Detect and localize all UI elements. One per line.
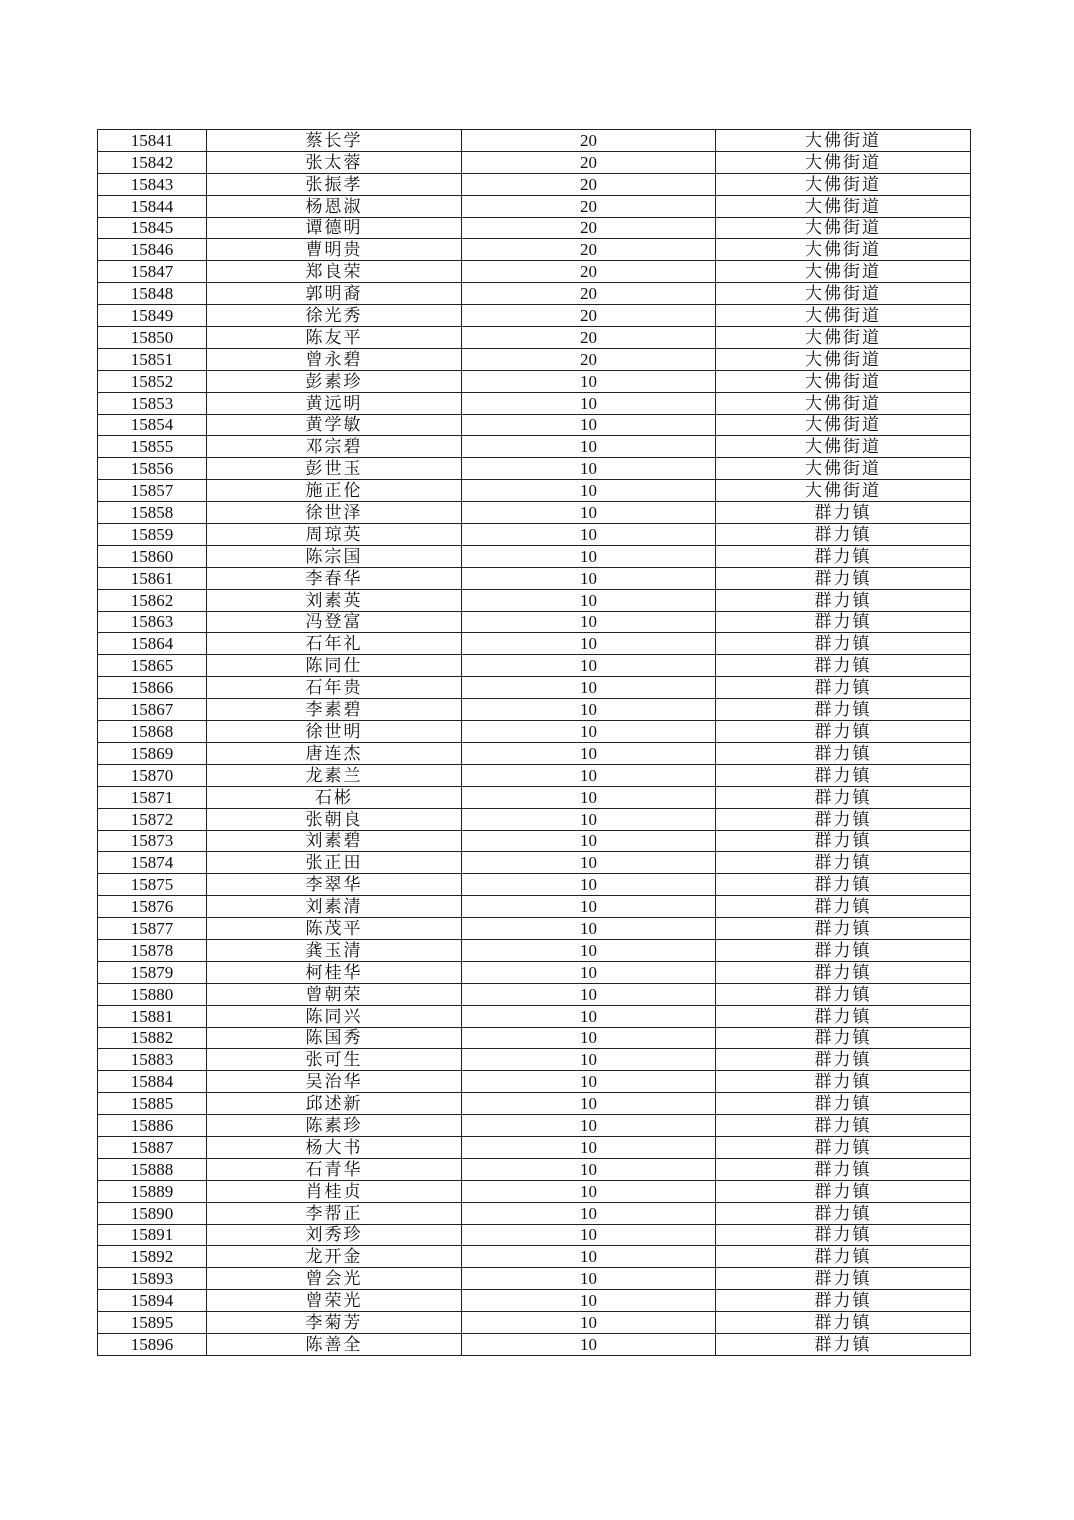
name-cell: 石青华 [207,1158,462,1180]
table-row [98,677,971,699]
row-number-cell: 15862 [98,589,207,611]
table-row [98,1027,971,1049]
place-cell: 群力镇 [716,611,971,633]
row-number-cell: 15863 [98,611,207,633]
table-row [98,830,971,852]
row-number-cell: 15861 [98,567,207,589]
table-row [98,655,971,677]
name-cell: 陈素珍 [207,1115,462,1137]
table-row [98,480,971,502]
name-cell: 肖桂贞 [207,1180,462,1202]
table-row [98,1312,971,1334]
table-row [98,567,971,589]
table-row [98,961,971,983]
table-row [98,327,971,349]
name-cell: 施正伦 [207,480,462,502]
table-row [98,1158,971,1180]
amount-cell: 10 [462,1180,716,1202]
name-cell: 周琼英 [207,524,462,546]
place-cell: 大佛街道 [716,283,971,305]
place-cell: 群力镇 [716,939,971,961]
place-cell: 大佛街道 [716,480,971,502]
name-cell: 徐世泽 [207,502,462,524]
row-number-cell: 15885 [98,1093,207,1115]
amount-cell: 10 [462,1333,716,1355]
name-cell: 张朝良 [207,808,462,830]
table-row [98,195,971,217]
table-row [98,502,971,524]
amount-cell: 10 [462,764,716,786]
table-row [98,524,971,546]
place-cell: 大佛街道 [716,239,971,261]
row-number-cell: 15872 [98,808,207,830]
place-cell: 大佛街道 [716,327,971,349]
amount-cell: 20 [462,348,716,370]
amount-cell: 10 [462,786,716,808]
amount-cell: 10 [462,808,716,830]
table-row [98,808,971,830]
place-cell: 群力镇 [716,896,971,918]
table-row [98,348,971,370]
row-number-cell: 15857 [98,480,207,502]
name-cell: 陈国秀 [207,1027,462,1049]
table-row [98,918,971,940]
name-cell: 徐光秀 [207,305,462,327]
table-row [98,589,971,611]
table-row [98,130,971,152]
amount-cell: 10 [462,436,716,458]
name-cell: 徐世明 [207,721,462,743]
table-row [98,392,971,414]
table-row [98,1246,971,1268]
table-row [98,458,971,480]
amount-cell: 10 [462,1312,716,1334]
row-number-cell: 15858 [98,502,207,524]
table-row [98,874,971,896]
table-row [98,239,971,261]
place-cell: 群力镇 [716,1049,971,1071]
table-row [98,414,971,436]
table-row [98,436,971,458]
row-number-cell: 15895 [98,1312,207,1334]
row-number-cell: 15841 [98,130,207,152]
row-number-cell: 15891 [98,1224,207,1246]
row-number-cell: 15844 [98,195,207,217]
place-cell: 群力镇 [716,1005,971,1027]
row-number-cell: 15886 [98,1115,207,1137]
table-row [98,983,971,1005]
row-number-cell: 15896 [98,1333,207,1355]
amount-cell: 10 [462,896,716,918]
place-cell: 群力镇 [716,589,971,611]
place-cell: 群力镇 [716,699,971,721]
row-number-cell: 15883 [98,1049,207,1071]
place-cell: 群力镇 [716,808,971,830]
place-cell: 大佛街道 [716,458,971,480]
name-cell: 谭德明 [207,217,462,239]
row-number-cell: 15876 [98,896,207,918]
place-cell: 群力镇 [716,830,971,852]
name-cell: 李帮正 [207,1202,462,1224]
place-cell: 大佛街道 [716,173,971,195]
table-body [98,130,971,1356]
table-row [98,742,971,764]
name-cell: 曾永碧 [207,348,462,370]
row-number-cell: 15842 [98,151,207,173]
name-cell: 黄学敏 [207,414,462,436]
name-cell: 唐连杰 [207,742,462,764]
table-row [98,1049,971,1071]
name-cell: 陈宗国 [207,545,462,567]
amount-cell: 10 [462,480,716,502]
name-cell: 邱述新 [207,1093,462,1115]
amount-cell: 10 [462,939,716,961]
amount-cell: 20 [462,305,716,327]
row-number-cell: 15853 [98,392,207,414]
name-cell: 吴治华 [207,1071,462,1093]
name-cell: 刘素清 [207,896,462,918]
amount-cell: 10 [462,830,716,852]
amount-cell: 10 [462,699,716,721]
row-number-cell: 15890 [98,1202,207,1224]
table-row [98,1115,971,1137]
row-number-cell: 15864 [98,633,207,655]
row-number-cell: 15894 [98,1290,207,1312]
table-row [98,1202,971,1224]
row-number-cell: 15877 [98,918,207,940]
row-number-cell: 15875 [98,874,207,896]
place-cell: 群力镇 [716,983,971,1005]
name-cell: 彭世玉 [207,458,462,480]
amount-cell: 10 [462,1093,716,1115]
row-number-cell: 15881 [98,1005,207,1027]
amount-cell: 20 [462,327,716,349]
row-number-cell: 15850 [98,327,207,349]
amount-cell: 10 [462,961,716,983]
amount-cell: 10 [462,1027,716,1049]
name-cell: 杨恩淑 [207,195,462,217]
amount-cell: 10 [462,677,716,699]
place-cell: 大佛街道 [716,392,971,414]
name-cell: 张振孝 [207,173,462,195]
amount-cell: 10 [462,458,716,480]
table-row [98,786,971,808]
table-row [98,173,971,195]
name-cell: 蔡长学 [207,130,462,152]
amount-cell: 20 [462,151,716,173]
place-cell: 群力镇 [716,1333,971,1355]
place-cell: 群力镇 [716,786,971,808]
amount-cell: 10 [462,852,716,874]
place-cell: 群力镇 [716,1158,971,1180]
row-number-cell: 15855 [98,436,207,458]
name-cell: 冯登富 [207,611,462,633]
row-number-cell: 15856 [98,458,207,480]
place-cell: 群力镇 [716,742,971,764]
name-cell: 张太蓉 [207,151,462,173]
table-row [98,305,971,327]
name-cell: 陈友平 [207,327,462,349]
place-cell: 群力镇 [716,1202,971,1224]
amount-cell: 10 [462,633,716,655]
name-cell: 张可生 [207,1049,462,1071]
row-number-cell: 15868 [98,721,207,743]
amount-cell: 10 [462,1071,716,1093]
row-number-cell: 15880 [98,983,207,1005]
name-cell: 杨大书 [207,1136,462,1158]
amount-cell: 10 [462,1246,716,1268]
amount-cell: 10 [462,1224,716,1246]
amount-cell: 10 [462,1290,716,1312]
name-cell: 邓宗碧 [207,436,462,458]
table-row [98,261,971,283]
table-row [98,545,971,567]
amount-cell: 10 [462,1202,716,1224]
table-row [98,370,971,392]
place-cell: 大佛街道 [716,305,971,327]
amount-cell: 10 [462,874,716,896]
amount-cell: 20 [462,217,716,239]
amount-cell: 10 [462,524,716,546]
place-cell: 群力镇 [716,852,971,874]
table-row [98,852,971,874]
amount-cell: 20 [462,239,716,261]
table-row [98,1180,971,1202]
place-cell: 大佛街道 [716,414,971,436]
name-cell: 刘素英 [207,589,462,611]
name-cell: 石年贵 [207,677,462,699]
row-number-cell: 15882 [98,1027,207,1049]
row-number-cell: 15867 [98,699,207,721]
row-number-cell: 15873 [98,830,207,852]
name-cell: 石年礼 [207,633,462,655]
name-cell: 郑良荣 [207,261,462,283]
amount-cell: 10 [462,1049,716,1071]
place-cell: 群力镇 [716,874,971,896]
amount-cell: 10 [462,1005,716,1027]
place-cell: 群力镇 [716,545,971,567]
row-number-cell: 15854 [98,414,207,436]
table-row [98,1290,971,1312]
table-row [98,1093,971,1115]
name-cell: 龚玉清 [207,939,462,961]
row-number-cell: 15851 [98,348,207,370]
name-cell: 曹明贵 [207,239,462,261]
place-cell: 大佛街道 [716,348,971,370]
name-cell: 李素碧 [207,699,462,721]
name-cell: 陈同仕 [207,655,462,677]
row-number-cell: 15852 [98,370,207,392]
row-number-cell: 15870 [98,764,207,786]
row-number-cell: 15871 [98,786,207,808]
name-cell: 李菊芳 [207,1312,462,1334]
row-number-cell: 15847 [98,261,207,283]
amount-cell: 20 [462,283,716,305]
table-row [98,1268,971,1290]
place-cell: 群力镇 [716,1115,971,1137]
amount-cell: 10 [462,545,716,567]
row-number-cell: 15849 [98,305,207,327]
name-cell: 龙开金 [207,1246,462,1268]
place-cell: 群力镇 [716,677,971,699]
amount-cell: 20 [462,195,716,217]
place-cell: 群力镇 [716,633,971,655]
place-cell: 群力镇 [716,918,971,940]
amount-cell: 20 [462,261,716,283]
row-number-cell: 15884 [98,1071,207,1093]
amount-cell: 10 [462,502,716,524]
place-cell: 群力镇 [716,524,971,546]
table-row [98,699,971,721]
table-row [98,939,971,961]
name-cell: 刘秀珍 [207,1224,462,1246]
amount-cell: 20 [462,173,716,195]
amount-cell: 10 [462,742,716,764]
table-row [98,283,971,305]
place-cell: 群力镇 [716,1312,971,1334]
table-row [98,217,971,239]
name-cell: 龙素兰 [207,764,462,786]
name-cell: 李翠华 [207,874,462,896]
place-cell: 群力镇 [716,1246,971,1268]
row-number-cell: 15859 [98,524,207,546]
table-row [98,151,971,173]
name-cell: 陈同兴 [207,1005,462,1027]
row-number-cell: 15879 [98,961,207,983]
place-cell: 群力镇 [716,1027,971,1049]
row-number-cell: 15887 [98,1136,207,1158]
place-cell: 大佛街道 [716,261,971,283]
name-cell: 石彬 [207,786,462,808]
name-cell: 曾朝荣 [207,983,462,1005]
row-number-cell: 15843 [98,173,207,195]
name-cell: 李春华 [207,567,462,589]
amount-cell: 10 [462,1158,716,1180]
amount-cell: 10 [462,1115,716,1137]
amount-cell: 10 [462,655,716,677]
row-number-cell: 15866 [98,677,207,699]
name-cell: 曾会光 [207,1268,462,1290]
place-cell: 群力镇 [716,764,971,786]
place-cell: 大佛街道 [716,151,971,173]
name-cell: 郭明裔 [207,283,462,305]
row-number-cell: 15874 [98,852,207,874]
name-cell: 彭素珍 [207,370,462,392]
table-row [98,1333,971,1355]
row-number-cell: 15846 [98,239,207,261]
row-number-cell: 15845 [98,217,207,239]
table-row [98,896,971,918]
place-cell: 群力镇 [716,1071,971,1093]
row-number-cell: 15878 [98,939,207,961]
place-cell: 大佛街道 [716,130,971,152]
amount-cell: 10 [462,983,716,1005]
amount-cell: 10 [462,589,716,611]
row-number-cell: 15892 [98,1246,207,1268]
place-cell: 群力镇 [716,502,971,524]
place-cell: 群力镇 [716,655,971,677]
amount-cell: 10 [462,1136,716,1158]
amount-cell: 10 [462,414,716,436]
data-table [97,129,971,1356]
row-number-cell: 15865 [98,655,207,677]
name-cell: 柯桂华 [207,961,462,983]
table-row [98,764,971,786]
table-row [98,721,971,743]
table-row [98,1005,971,1027]
place-cell: 大佛街道 [716,217,971,239]
name-cell: 刘素碧 [207,830,462,852]
table-row [98,1224,971,1246]
row-number-cell: 15893 [98,1268,207,1290]
name-cell: 黄远明 [207,392,462,414]
amount-cell: 10 [462,611,716,633]
name-cell: 曾荣光 [207,1290,462,1312]
amount-cell: 10 [462,721,716,743]
place-cell: 群力镇 [716,1268,971,1290]
amount-cell: 10 [462,392,716,414]
table-row [98,1071,971,1093]
place-cell: 大佛街道 [716,370,971,392]
place-cell: 大佛街道 [716,195,971,217]
row-number-cell: 15848 [98,283,207,305]
row-number-cell: 15889 [98,1180,207,1202]
place-cell: 群力镇 [716,961,971,983]
table-row [98,1136,971,1158]
amount-cell: 20 [462,130,716,152]
amount-cell: 10 [462,918,716,940]
place-cell: 大佛街道 [716,436,971,458]
place-cell: 群力镇 [716,721,971,743]
name-cell: 陈茂平 [207,918,462,940]
row-number-cell: 15888 [98,1158,207,1180]
place-cell: 群力镇 [716,1224,971,1246]
place-cell: 群力镇 [716,1290,971,1312]
row-number-cell: 15860 [98,545,207,567]
place-cell: 群力镇 [716,1180,971,1202]
name-cell: 陈善全 [207,1333,462,1355]
amount-cell: 10 [462,1268,716,1290]
name-cell: 张正田 [207,852,462,874]
place-cell: 群力镇 [716,1136,971,1158]
table-row [98,611,971,633]
place-cell: 群力镇 [716,567,971,589]
row-number-cell: 15869 [98,742,207,764]
amount-cell: 10 [462,567,716,589]
table-row [98,633,971,655]
amount-cell: 10 [462,370,716,392]
place-cell: 群力镇 [716,1093,971,1115]
